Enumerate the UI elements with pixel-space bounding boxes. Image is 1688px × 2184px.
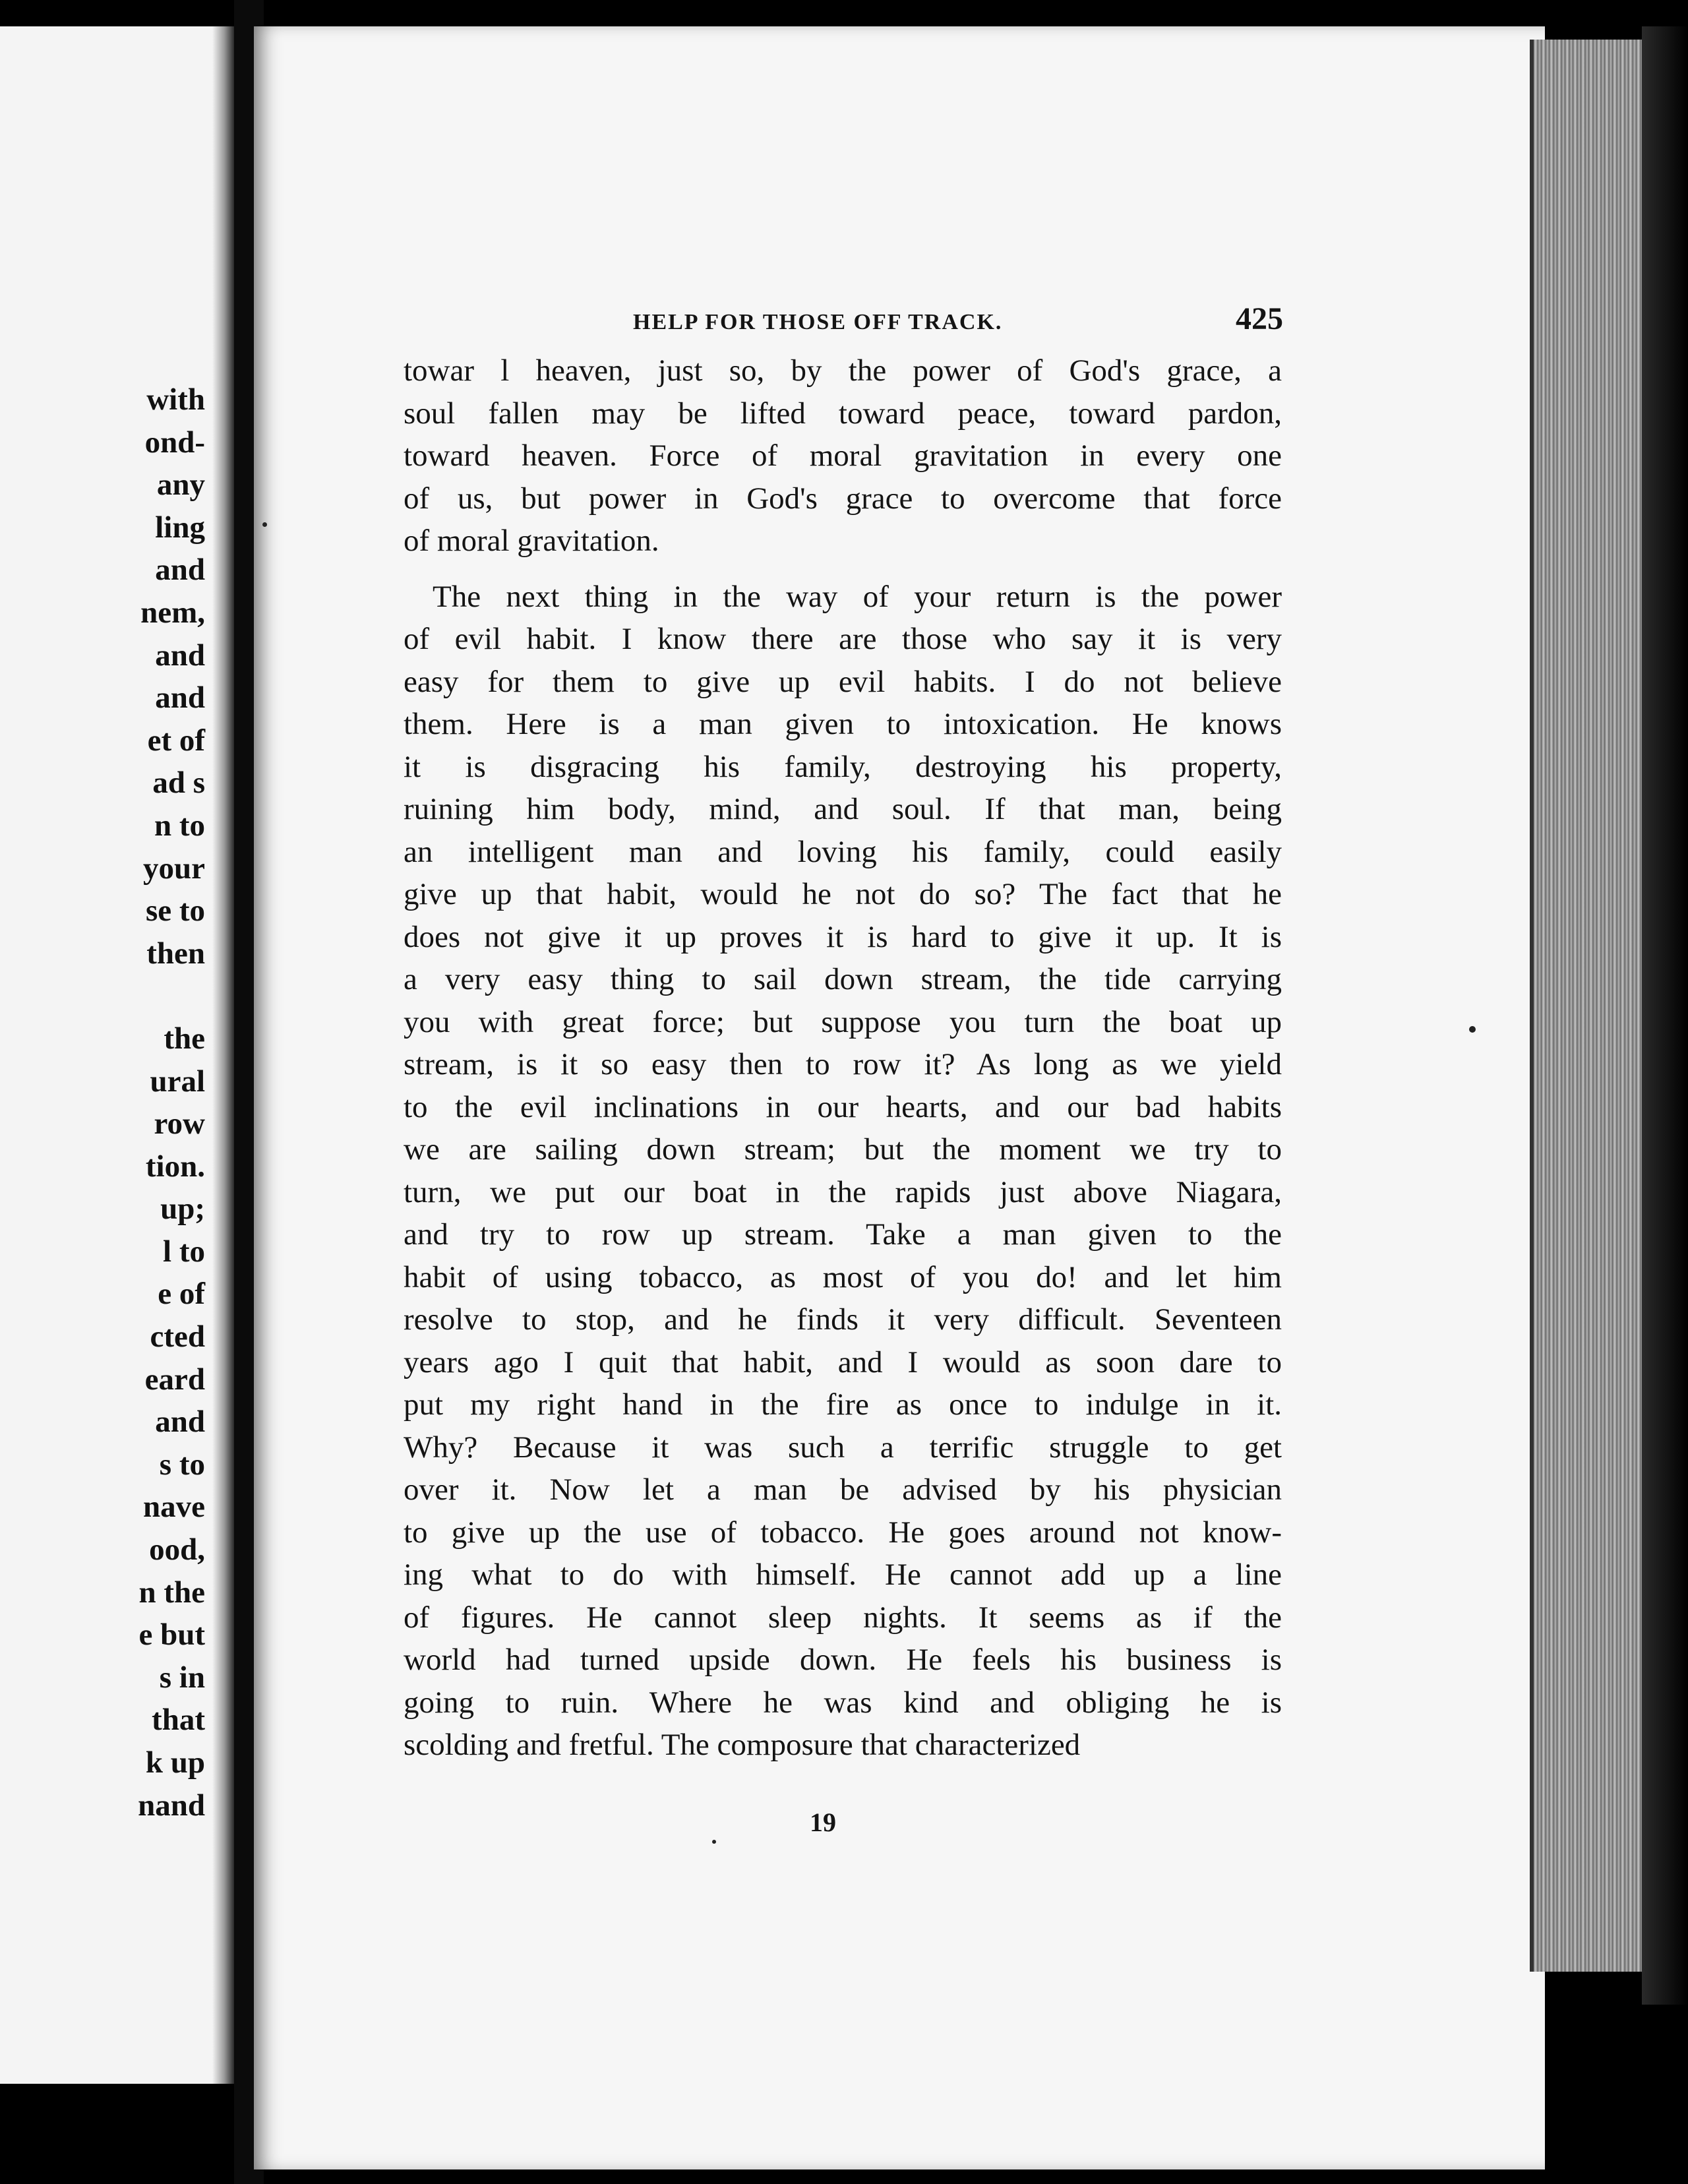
text-line: going to ruin. Where he was kind and obliging he is <box>404 1685 1282 1720</box>
dust-speck <box>262 522 267 527</box>
text-line: of figures. He cannot sleep nights. It seems as if the <box>404 1600 1282 1635</box>
text-line: them. Here is a man given to intoxication. He knows <box>404 707 1282 741</box>
text-line: resolve to stop, and he finds it very difficult. Seventeen <box>404 1302 1282 1337</box>
left-page-fragment: ural <box>150 1064 205 1099</box>
signature-mark: 19 <box>810 1807 836 1837</box>
text-line: ruining him body, mind, and soul. If that man, being <box>404 792 1282 826</box>
text-line: does not give it up proves it is hard to give it up. It is <box>404 919 1282 954</box>
page-number: 425 <box>1236 301 1283 336</box>
text-line: put my right hand in the fire as once to indulge in it. <box>404 1387 1282 1422</box>
text-line: of moral gravitation. <box>404 524 659 558</box>
left-page-fragment: ood, <box>149 1532 205 1567</box>
page-edge-shadow <box>1642 26 1688 2005</box>
text-line: soul fallen may be lifted toward peace, toward pardon, <box>404 396 1282 431</box>
paragraph-1 <box>404 349 1282 562</box>
text-line: an intelligent man and loving his family, could easily <box>404 834 1282 869</box>
left-page-fragment: your <box>143 851 205 886</box>
left-page-fragment: and <box>155 553 205 588</box>
left-page-gutter-shadow <box>212 26 234 2084</box>
text-line: it is disgracing his family, destroying his property, <box>404 749 1282 784</box>
text-line: toward heaven. Force of moral gravitation in every one <box>404 439 1282 473</box>
left-page-fragment: ond- <box>144 425 205 460</box>
left-page-fragment: s to <box>159 1447 205 1482</box>
left-page-fragment: and <box>155 638 205 673</box>
left-page-fragment: e of <box>158 1277 205 1312</box>
text-line: scolding and fretful. The composure that characterized <box>404 1728 1081 1762</box>
text-line: towar l heaven, just so, by the power of God's grace, a <box>404 353 1282 388</box>
text-line: to the evil inclinations in our hearts, and our bad habits <box>404 1089 1282 1124</box>
text-line: we are sailing down stream; but the moment we try to <box>404 1132 1282 1167</box>
left-page-fragment: nave <box>143 1490 205 1525</box>
left-page-fragment: eard <box>144 1362 205 1397</box>
left-page-fragment: ling <box>155 510 205 545</box>
text-line: Why? Because it was such a terrific struggle to get <box>404 1430 1282 1465</box>
left-page-fragment: and <box>155 1405 205 1440</box>
page-text-block <box>404 297 1282 1767</box>
left-page-fragment: n to <box>154 808 205 843</box>
text-line: stream, is it so easy then to row it? As long as we yield <box>404 1047 1282 1081</box>
text-line: ing what to do with himself. He cannot add up a line <box>404 1558 1282 1592</box>
left-page-fragment: up; <box>160 1192 205 1227</box>
text-line: give up that habit, would he not do so? The fact that he <box>404 877 1282 911</box>
left-page-fragment: that <box>152 1703 205 1738</box>
text-line: The next thing in the way of your return is the power <box>433 579 1282 614</box>
left-page-fragment <box>138 975 205 1017</box>
left-page-fragment: n the <box>138 1575 205 1610</box>
left-page-fragment: s in <box>159 1660 205 1695</box>
dust-speck <box>712 1840 716 1844</box>
left-page-fragment: nand <box>138 1788 205 1823</box>
text-line: of us, but power in God's grace to overcome that force <box>404 481 1282 516</box>
left-page-fragment: e but <box>138 1618 205 1653</box>
left-page-fragment: cted <box>150 1320 205 1354</box>
text-line: easy for them to give up evil habits. I do not believe <box>404 664 1282 699</box>
running-title: HELP FOR THOSE OFF TRACK. <box>633 310 1003 334</box>
text-line: and try to row up stream. Take a man given to the <box>404 1217 1282 1252</box>
left-page-fragment: with <box>146 382 205 417</box>
text-line: you with great force; but suppose you turn the boat up <box>404 1004 1282 1039</box>
text-line: turn, we put our boat in the rapids just above Niagara, <box>404 1174 1282 1209</box>
left-page-fragment: the <box>164 1021 205 1056</box>
stacked-page-edges <box>1530 40 1646 1972</box>
left-page-fragment: then <box>146 936 205 971</box>
left-page-fragment: se to <box>145 894 205 928</box>
text-line: habit of using tobacco, as most of you do! and let him <box>404 1259 1282 1294</box>
running-head <box>404 297 1282 349</box>
left-page-fragment: and <box>155 681 205 715</box>
left-page-text-fragments <box>138 379 205 1827</box>
text-line: years ago I quit that habit, and I would as soon dare to <box>404 1345 1282 1380</box>
paragraph-2 <box>404 576 1282 1767</box>
left-page-fragment: k up <box>145 1745 205 1780</box>
left-page-fragment: tion. <box>145 1149 205 1184</box>
left-page-fragment: et of <box>147 723 205 758</box>
left-page-fragment: any <box>156 468 205 502</box>
dust-speck <box>1469 1026 1476 1033</box>
text-line: world had turned upside down. He feels his business is <box>404 1643 1282 1677</box>
text-line: to give up the use of tobacco. He goes around not know- <box>404 1515 1282 1550</box>
left-page-fragment: row <box>154 1107 205 1141</box>
text-line: a very easy thing to sail down stream, the tide carrying <box>404 962 1282 996</box>
text-line: of evil habit. I know there are those who say it is very <box>404 622 1282 656</box>
left-facing-page <box>0 26 234 2084</box>
left-page-fragment: nem, <box>140 595 205 630</box>
left-page-fragment: ad s <box>152 766 205 801</box>
text-line: over it. Now let a man be advised by his physician <box>404 1472 1282 1507</box>
left-page-fragment: l to <box>163 1234 205 1269</box>
